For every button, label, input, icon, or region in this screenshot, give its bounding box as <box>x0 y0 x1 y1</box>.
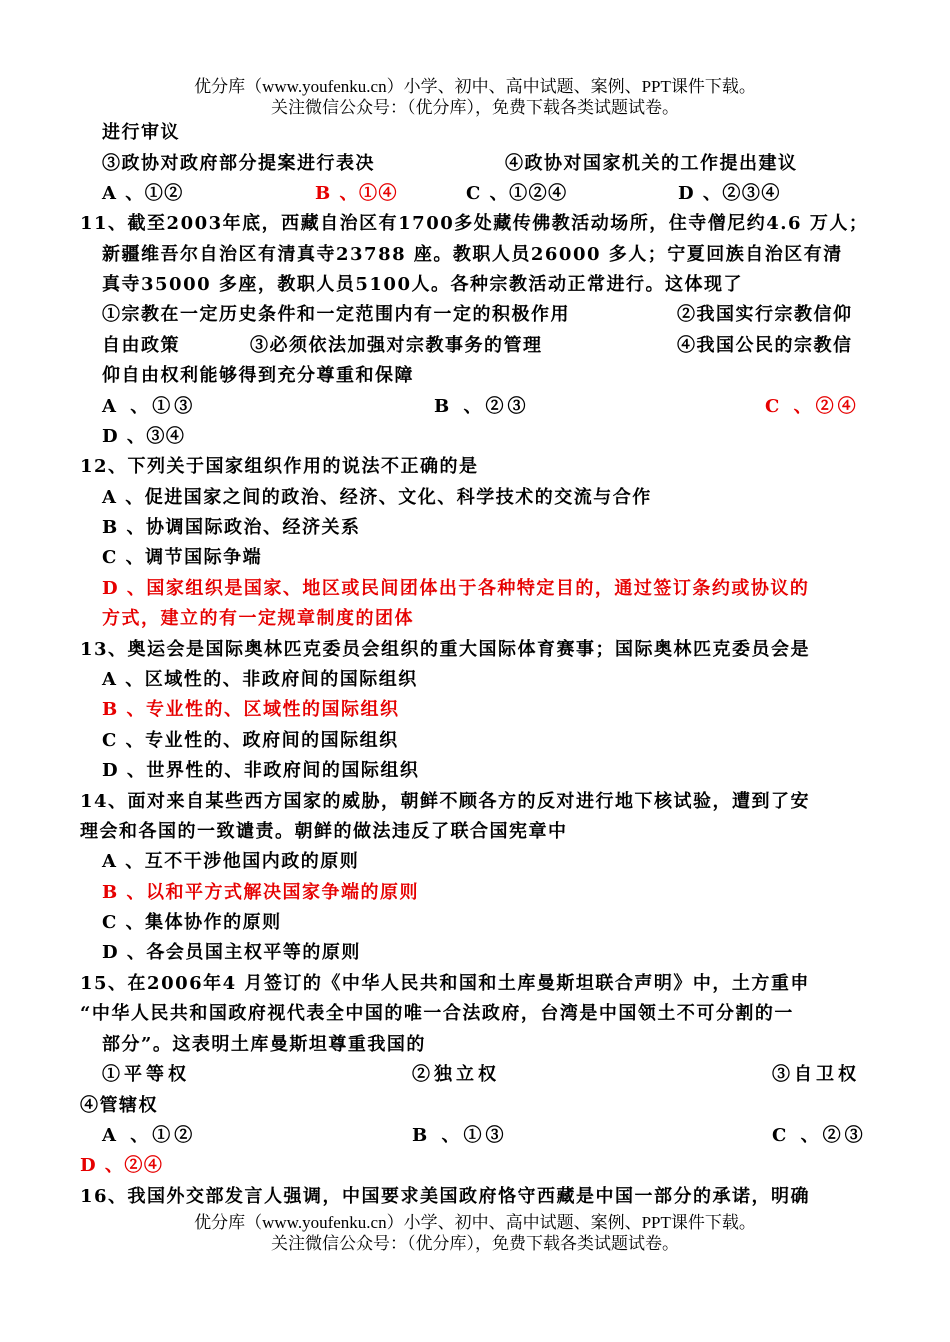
q10-option-3: ③政协对政府部分提案进行表决 <box>102 153 375 174</box>
footer-line-1: 优分库（www.youfenku.cn）小学、初中、高中试题、案例、PPT课件下载。 <box>194 1213 756 1232</box>
q11-stem-line-1: 11、截至2003年底，西藏自治区有1700多处藏传佛教活动场所，住寺僧尼约4.6 万人； <box>80 213 869 234</box>
q12-stem: 12、下列关于国家组织作用的说法不正确的是 <box>80 456 479 477</box>
q15-item-4: ④管辖权 <box>80 1095 158 1116</box>
q13-choice-a: A 、区域性的、非政府间的国际组织 <box>102 669 418 690</box>
q12-choice-d-answer-line-2: 方式，建立的有一定规章制度的团体 <box>102 608 414 629</box>
q12-choice-b: B 、协调国际政治、经济关系 <box>102 517 361 538</box>
q14-choice-b-answer: B 、以和平方式解决国家争端的原则 <box>102 882 419 903</box>
header-line-2: 关注微信公众号：（优分库），免费下载各类试题试卷。 <box>271 98 679 117</box>
page-footer <box>0 1212 950 1254</box>
q10-choice-a: A 、①② <box>102 183 184 204</box>
q11-stem-line-3: 真寺35000 多座，教职人员5100人。各种宗教活动正常进行。这体现了 <box>102 274 743 295</box>
q15-item-3: ③自卫权 <box>772 1064 860 1085</box>
q11-choice-b: B 、②③ <box>434 396 530 417</box>
q11-item-3: ③必须依法加强对宗教事务的管理 <box>250 335 543 356</box>
q10-option-4: ④政协对国家机关的工作提出建议 <box>505 153 798 174</box>
q11-item-2-cont: 自由政策 <box>102 335 180 356</box>
q11-stem-line-2: 新疆维吾尔自治区有清真寺23788 座。教职人员26000 多人；宁夏回族自治区有清 <box>102 244 843 265</box>
footer-line-2: 关注微信公众号：（优分库），免费下载各类试题试卷。 <box>271 1234 679 1253</box>
q12-choice-c: C 、调节国际争端 <box>102 547 263 568</box>
q15-stem-line-2: “中华人民共和国政府视代表全中国的唯一合法政府，台湾是中国领土不可分割的一 <box>80 1003 794 1024</box>
q15-choice-d-answer: D 、②④ <box>80 1155 164 1176</box>
q10-choice-b-answer: B 、①④ <box>315 183 398 204</box>
q10-choice-d: D 、②③④ <box>678 183 781 204</box>
q13-stem: 13、奥运会是国际奥林匹克委员会组织的重大国际体育赛事；国际奥林匹克委员会是 <box>80 639 811 660</box>
q11-item-1: ①宗教在一定历史条件和一定范围内有一定的积极作用 <box>102 304 570 325</box>
q13-choice-b-answer: B 、专业性的、区域性的国际组织 <box>102 699 400 720</box>
q11-item-4-cont: 仰自由权利能够得到充分尊重和保障 <box>102 365 414 386</box>
page-header <box>0 76 950 118</box>
q16-stem-line-1: 16、我国外交部发言人强调，中国要求美国政府恪守西藏是中国一部分的承诺，明确 <box>80 1186 811 1207</box>
q15-choice-c: C 、②③ <box>772 1125 867 1146</box>
q10-choice-c: C 、①②④ <box>466 183 568 204</box>
q12-choice-d-answer-line-1: D 、国家组织是国家、地区或民间团体出于各种特定目的，通过签订条约或协议的 <box>102 578 810 599</box>
q15-item-1: ①平等权 <box>102 1064 190 1085</box>
q11-choice-d: D 、③④ <box>102 426 186 447</box>
q11-choice-a: A 、①③ <box>102 396 197 417</box>
q14-choice-a: A 、互不干涉他国内政的原则 <box>102 851 360 872</box>
q15-item-2: ②独立权 <box>412 1064 500 1085</box>
q12-choice-a: A 、促进国家之间的政治、经济、文化、科学技术的交流与合作 <box>102 487 652 508</box>
q15-choice-b: B 、①③ <box>412 1125 508 1146</box>
q13-choice-d: D 、世界性的、非政府间的国际组织 <box>102 760 420 781</box>
q14-choice-d: D 、各会员国主权平等的原则 <box>102 942 361 963</box>
q11-item-4: ④我国公民的宗教信 <box>677 335 853 356</box>
q10-continuation: 进行审议 <box>102 122 180 143</box>
q15-stem-line-3: 部分”。这表明土库曼斯坦尊重我国的 <box>102 1034 426 1055</box>
q15-choice-a: A 、①② <box>102 1125 197 1146</box>
q14-choice-c: C 、集体协作的原则 <box>102 912 282 933</box>
q14-stem-line-2: 理会和各国的一致谴责。朝鲜的做法违反了联合国宪章中 <box>80 821 568 842</box>
q13-choice-c: C 、专业性的、政府间的国际组织 <box>102 730 399 751</box>
header-line-1: 优分库（www.youfenku.cn）小学、初中、高中试题、案例、PPT课件下载。 <box>194 77 756 96</box>
q14-stem-line-1: 14、面对来自某些西方国家的威胁，朝鲜不顾各方的反对进行地下核试验，遭到了安 <box>80 791 811 812</box>
q11-choice-c-answer: C 、②④ <box>765 396 860 417</box>
q15-stem-line-1: 15、在2006年4 月签订的《中华人民共和国和土库曼斯坦联合声明》中，土方重申 <box>80 973 810 994</box>
q11-item-2: ②我国实行宗教信仰 <box>677 304 853 325</box>
